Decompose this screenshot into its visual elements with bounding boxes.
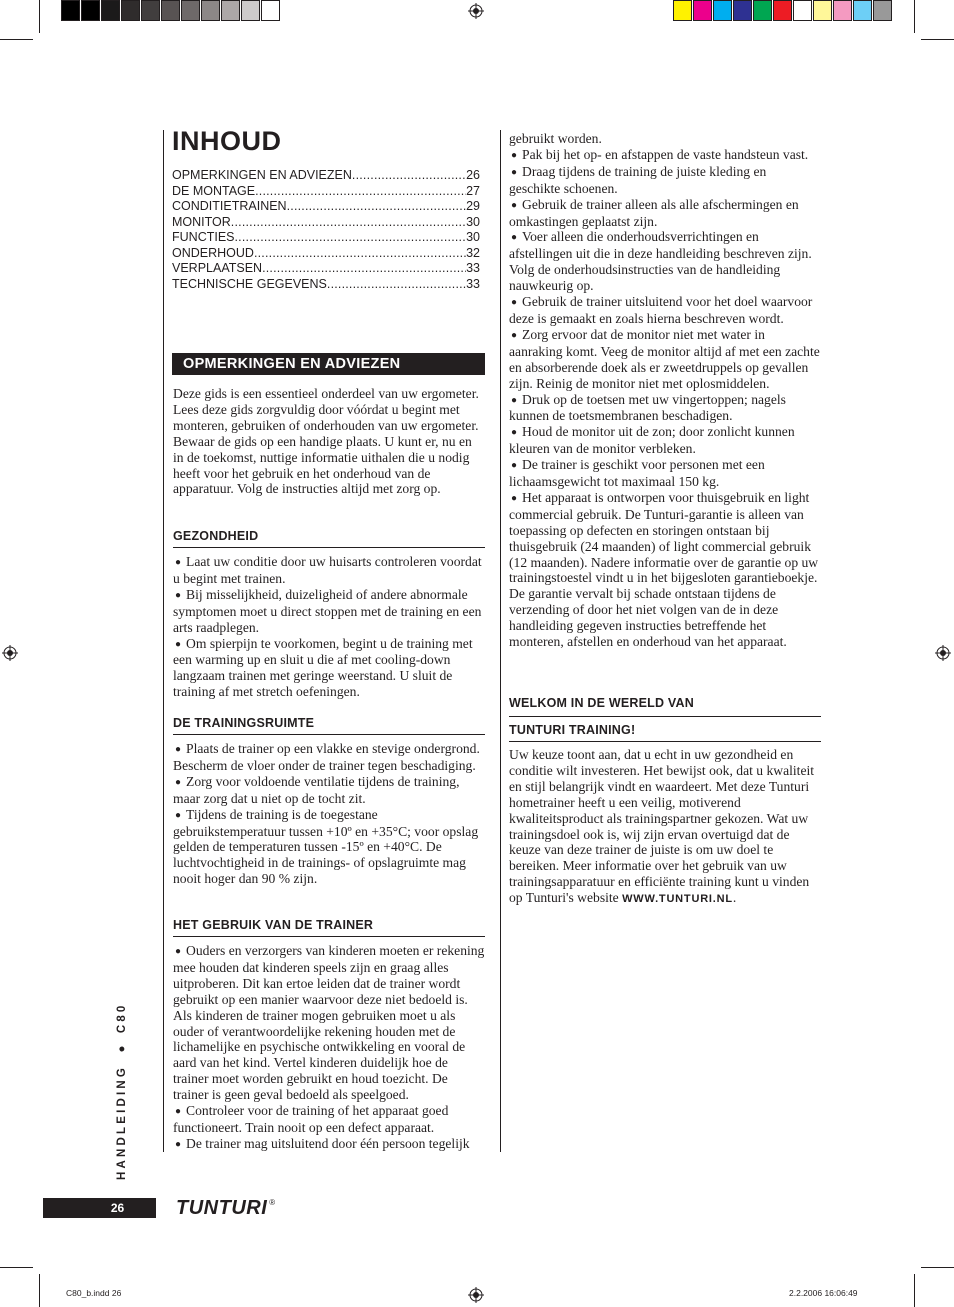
toc-leader [287, 199, 467, 215]
bullet-item: ● Plaats de trainer op een vlakke en stevige ondergrond. Bescherm de vloer onder de trainer tegen beschadiging. [173, 741, 485, 774]
subheading-gezondheid: GEZONDHEID [173, 529, 485, 548]
crop-mark [39, 0, 40, 33]
page-title: INHOUD [172, 126, 282, 156]
toc-label: TECHNISCHE GEGEVENS [172, 276, 327, 291]
bullet-item: ● Gebruik de trainer alleen als alle afschermingen en omkastingen geplaatst zijn. [509, 197, 821, 230]
toc-entry[interactable] [172, 168, 480, 184]
website-link[interactable]: WWW.TUNTURI.NL [622, 893, 733, 906]
toc-entry[interactable] [172, 184, 480, 200]
column2-list [509, 131, 821, 650]
slug-timestamp: 2.2.2006 16:06:49 [789, 1288, 858, 1298]
toc-leader [231, 215, 466, 231]
bullet-item: ● Voer alleen die onderhoudsverrichtingen en afstellingen uit die in deze handleiding beschreven zijn. Volg de onderhoudsinstructies van de handleiding nauwkeurig op. [509, 229, 821, 294]
bullet-item: ● Bij misselijkheid, duizeligheid of andere abnormale symptomen moet u direct stoppen met de training en een arts raadplegen. [173, 587, 485, 636]
toc-label: VERPLAATSEN [172, 261, 263, 275]
welkom-paragraph [509, 747, 821, 908]
intro-text: Deze gids is een essentieel onderdeel van uw ergometer. Lees deze gids zorgvuldig door vóórdat u begint met monteren, gebruiken of onderhouden van uw ergometer. Bewaar de gids op een handige plaats. U kunt er, nu en in de toekomst, nuttige informatie uithalen die u nodig heeft voor het gebruik en het onderhoud van de apparatuur. Volg de instructies altijd met zorg op. [173, 386, 479, 497]
color-swatch [101, 0, 120, 21]
toc-page: 30 [466, 214, 480, 229]
toc-page: 29 [466, 199, 480, 213]
gezondheid-list [173, 554, 485, 700]
toc-label: FUNCTIES [172, 230, 235, 244]
color-swatch [813, 0, 832, 21]
color-swatch [121, 0, 140, 21]
page-number: 26 [43, 1198, 156, 1218]
bullet-item: ● De trainer mag uitsluitend door één persoon tegelijk [173, 1136, 485, 1153]
bullet-separator: ● [116, 1045, 128, 1053]
column-rule [500, 130, 501, 1152]
toc-page: 32 [466, 245, 480, 260]
color-swatch [793, 0, 812, 21]
color-swatch [693, 0, 712, 21]
toc-label: ONDERHOUD [172, 245, 254, 260]
gebruik-list [173, 943, 485, 1153]
bullet-item: ● Controleer voor de training of het apparaat goed functioneert. Train nooit op een defect apparaat. [173, 1103, 485, 1136]
registration-mark-icon [468, 1287, 484, 1303]
section-heading: OPMERKINGEN EN ADVIEZEN [172, 353, 485, 375]
grey-color-bar [61, 0, 281, 21]
toc-label: MONITOR [172, 214, 231, 229]
bullet-item: ● Draag tijdens de training de juiste kleding en geschikte schoenen. [509, 164, 821, 197]
subheading-trainingsruimte: DE TRAININGSRUIMTE [173, 716, 485, 735]
crop-mark [921, 39, 954, 40]
toc-leader [327, 277, 466, 293]
process-color-bar [673, 0, 893, 21]
color-swatch [241, 0, 260, 21]
bullet-item: ● De trainer is geschikt voor personen met een lichaamsgewicht tot maximaal 150 kg. [509, 457, 821, 490]
toc-entry[interactable] [172, 277, 480, 293]
registered-mark: ® [269, 1198, 276, 1207]
welkom-end: . [732, 890, 737, 906]
side-label [116, 1002, 128, 1180]
slug-file-info: C80_b.indd 26 [66, 1288, 122, 1298]
logo-text: TUNTURI [176, 1197, 268, 1219]
toc-entry[interactable] [172, 230, 480, 246]
continuation-text: gebruikt worden. [509, 131, 602, 146]
color-swatch [181, 0, 200, 21]
bullet-item: ● Druk op de toetsen met uw vingertoppen; nagels kunnen de toetsmembranen beschadigen. [509, 392, 821, 425]
column-rule [163, 130, 164, 1152]
toc-label: CONDITIETRAINEN [172, 199, 287, 213]
toc-entry[interactable] [172, 246, 480, 262]
toc-entry[interactable] [172, 215, 480, 231]
toc-entry[interactable] [172, 261, 480, 277]
registration-mark-icon [935, 645, 951, 661]
color-swatch [161, 0, 180, 21]
bullet-item: ● Zorg voor voldoende ventilatie tijdens de training, maar zorg dat u niet op de tocht zit. [173, 774, 485, 807]
toc-leader [255, 184, 466, 200]
tunturi-logo [176, 1197, 276, 1220]
crop-mark [914, 0, 915, 33]
color-swatch [873, 0, 892, 21]
welkom-text: Uw keuze toont aan, dat u echt in uw gezondheid en conditie wilt investeren. Het bewijst ook, dat u kwaliteit en stijl belangrijk vindt en waardeert. Met deze Tunturi hometrainer heeft u een veilig, motiverend kwaliteitsproduct als trainingspartner gekozen. Wat uw trainingsdoel ook is, wij zijn ervan overtuigd dat de keuze van deze trainer de juiste is om uw doel te bereiken. Meer informatie over het gebruik van uw trainingsapparatuur en efficiënte training kunt u vinden op Tunturi's website [509, 747, 815, 906]
subheading-welkom-1: WELKOM IN DE WERELD VAN [509, 696, 694, 710]
crop-mark [914, 1274, 915, 1307]
toc-page: 30 [466, 230, 480, 244]
color-swatch [141, 0, 160, 21]
color-swatch [713, 0, 732, 21]
bullet-item: ● Laat uw conditie door uw huisarts controleren voordat u begint met trainen. [173, 554, 485, 587]
toc-label: DE MONTAGE [172, 183, 256, 198]
toc-leader [262, 261, 466, 277]
color-swatch [773, 0, 792, 21]
registration-mark-icon [468, 3, 484, 19]
manual-label: HANDLEIDING [116, 1064, 128, 1180]
divider [509, 716, 821, 717]
toc-leader [254, 246, 466, 262]
crop-mark [0, 39, 33, 40]
color-swatch [673, 0, 692, 21]
toc-leader [352, 168, 466, 184]
toc-page: 33 [466, 276, 480, 291]
toc-page: 27 [466, 183, 480, 198]
bullet-item: ● Zorg ervoor dat de monitor niet met water in aanraking komt. Veeg de monitor altijd af met een zachte en absorberende doek als er zweetdruppels op gevallen zijn. Reinig de monitor niet met oplosmiddelen. [509, 327, 821, 392]
bullet-item: ● Om spierpijn te voorkomen, begint u de training met een warming up en sluit u die af met cooling-down langzaam trainen met geringe weerstand. U sluit de training af met stretch oefeningen. [173, 636, 485, 701]
color-swatch [261, 0, 280, 21]
bullet-item: ● Pak bij het op- en afstappen de vaste handsteun vast. [509, 147, 821, 164]
bullet-item: ● Het apparaat is ontworpen voor thuisgebruik en light commercial gebruik. De Tunturi-garantie is alleen van toepassing op defecten en storingen ontstaan bij thuisgebruik (24 maanden) of light commercial gebruik (12 maanden). Nadere informatie over de garantie op uw trainingstoestel vindt u in het bijgesloten garantieboekje. De garantie vervalt bij schade ontstaan tijdens de verzending of door het niet volgen van de in deze handleiding gegeven instructies betreffende het monteren, afstellen en onderhoud van het apparaat. [509, 490, 821, 650]
crop-mark [0, 1267, 33, 1268]
color-swatch [833, 0, 852, 21]
color-swatch [201, 0, 220, 21]
registration-mark-icon [2, 645, 18, 661]
toc-entry[interactable] [172, 199, 480, 215]
bullet-item: ● Ouders en verzorgers van kinderen moeten er rekening mee houden dat kinderen speels zijn en graag alles uitproberen. Dit kan ertoe leiden dat de trainer wordt gebruikt op een manier waarvoor deze niet bedoeld is. Als kinderen de trainer mogen gebruiken moet u als ouder of verantwoordelijke rekening houden met de lichamelijke en psychische ontwikkeling en vooral de aard van het kind. Vertel kinderen duidelijk hoe de trainer moet worden gebruikt en houd toezicht. De trainer is geen geval bedoeld als speelgoed. [173, 943, 485, 1103]
color-swatch [61, 0, 80, 21]
intro-paragraph [173, 386, 485, 497]
color-swatch [81, 0, 100, 21]
bullet-item: ● Gebruik de trainer uitsluitend voor het doel waarvoor deze is gemaakt en zoals hierna beschreven wordt. [509, 294, 821, 327]
crop-mark [921, 1267, 954, 1268]
color-swatch [853, 0, 872, 21]
color-swatch [733, 0, 752, 21]
color-swatch [753, 0, 772, 21]
toc-leader [235, 230, 467, 246]
color-swatch [221, 0, 240, 21]
trainingsruimte-list [173, 741, 485, 887]
crop-mark [39, 1274, 40, 1307]
bullet-item: ● Tijdens de training is de toegestane gebruikstemperatuur tussen +10º en +35°C; voor opslag gelden de temperaturen tussen -15º en +40°C. De luchtvochtigheid in de trainings- of opslagruimte mag nooit hoger dan 90 % zijn. [173, 807, 485, 888]
bullet-item: ● Houd de monitor uit de zon; door zonlicht kunnen kleuren van de monitor verbleken. [509, 424, 821, 457]
model-label: C80 [116, 1002, 128, 1034]
toc-label: OPMERKINGEN EN ADVIEZEN [172, 168, 352, 182]
table-of-contents [172, 168, 480, 292]
subheading-gebruik: HET GEBRUIK VAN DE TRAINER [173, 918, 485, 937]
toc-page: 26 [466, 168, 480, 182]
toc-page: 33 [466, 261, 480, 275]
subheading-welkom-2: TUNTURI TRAINING! [509, 723, 821, 742]
